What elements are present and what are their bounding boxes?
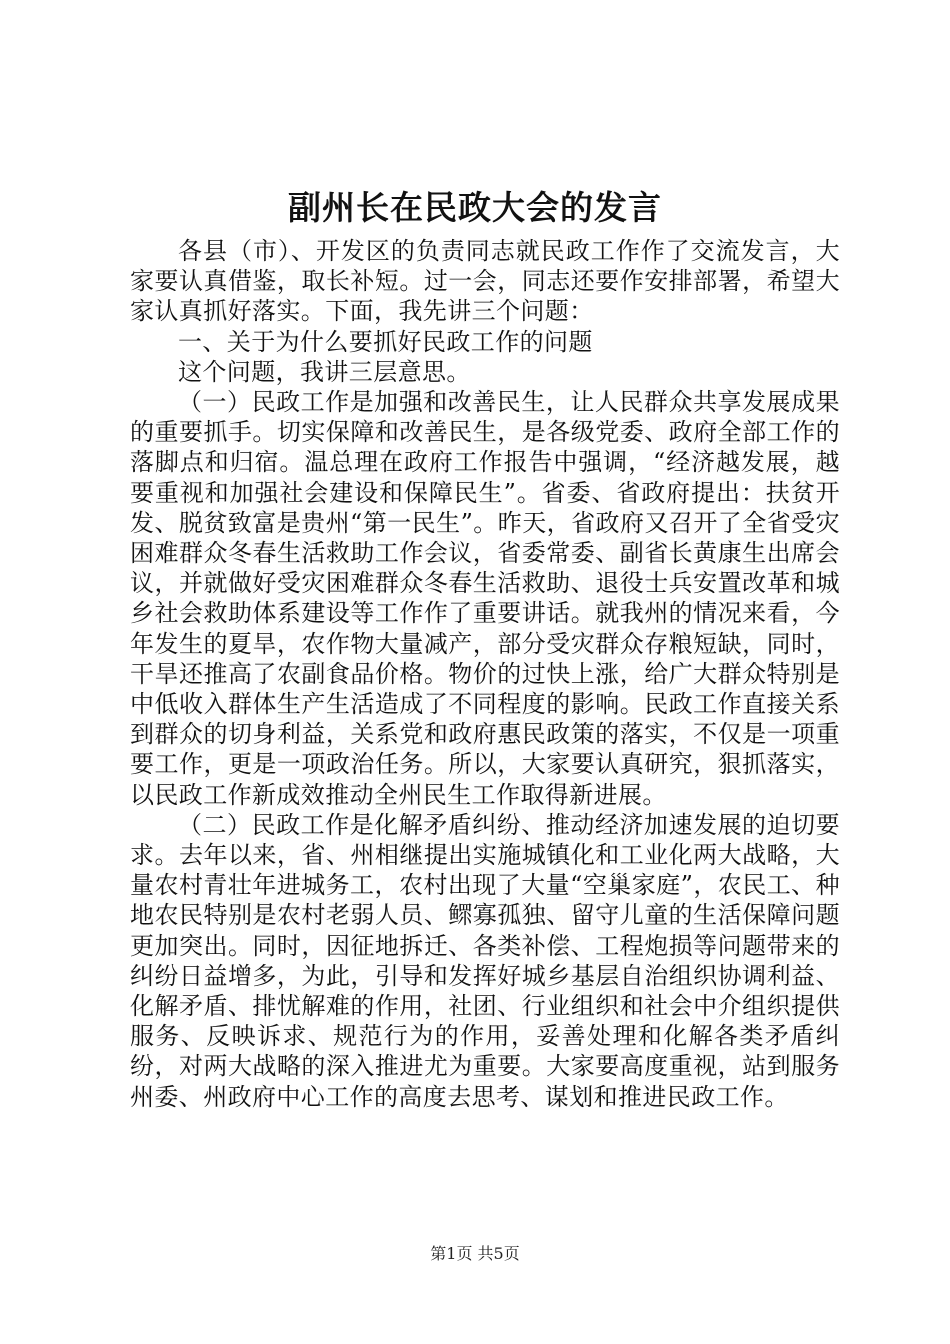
paragraph-point-one: （一）民政工作是加强和改善民生，让人民群众共享发展成果的重要抓手。切实保障和改善民生，是各级党委、政府全部工作的落脚点和归宿。温总理在政府工作报告中强调，“经济越发展，越要重视和加强社会建设和保障民生”。省委、省政府提出：扶贫开发、脱贫致富是贵州“第一民生”。昨天，省政府又召开了全省受灾困难群众冬春生活救助工作会议，省委常委、副省长黄康生出席会议，并就做好受灾困难群众冬春生活救助、退役士兵安置改革和城乡社会救助体系建设等工作作了重要讲话。就我州的情况来看，今年发生的夏旱，农作物大量减产，部分受灾群众存粮短缺，同时，干旱还推高了农副食品价格。物价的过快上涨，给广大群众特别是中低收入群体生产生活造成了不同程度的影响。民政工作直接关系到群众的切身利益，关系党和政府惠民政策的落实，不仅是一项重要工作，更是一项政治任务。所以，大家要认真研究，狠抓落实，以民政工作新成效推动全州民生工作取得新进展。 [130,388,840,809]
document-title: 副州长在民政大会的发言 [288,188,662,227]
page-number-footer: 第1页 共5页 [430,1244,520,1263]
document-body [130,236,840,1112]
section-heading: 一、关于为什么要抓好民政工作的问题 [178,327,593,356]
paragraph-lead: 这个问题，我讲三层意思。 [178,357,471,386]
paragraph-point-two: （二）民政工作是化解矛盾纠纷、推动经济加速发展的迫切要求。去年以来，省、州相继提出实施城镇化和工业化两大战略，大量农村青壮年进城务工，农村出现了大量“空巢家庭”，农民工、种地农民特别是农村老弱人员、鳏寡孤独、留守儿童的生活保障问题更加突出。同时，因征地拆迁、各类补偿、工程炮损等问题带来的纠纷日益增多，为此，引导和发挥好城乡基层自治组织协调利益、化解矛盾、排忧解难的作用，社团、行业组织和社会中介组织提供服务、反映诉求、规范行为的作用，妥善处理和化解各类矛盾纠纷，对两大战略的深入推进尤为重要。大家要高度重视，站到服务州委、州政府中心工作的高度去思考、谋划和推进民政工作。 [130,810,840,1111]
paragraph-intro: 各县（市）、开发区的负责同志就民政工作作了交流发言，大家要认真借鉴，取长补短。过一会，同志还要作安排部署，希望大家认真抓好落实。下面，我先讲三个问题： [130,237,840,326]
